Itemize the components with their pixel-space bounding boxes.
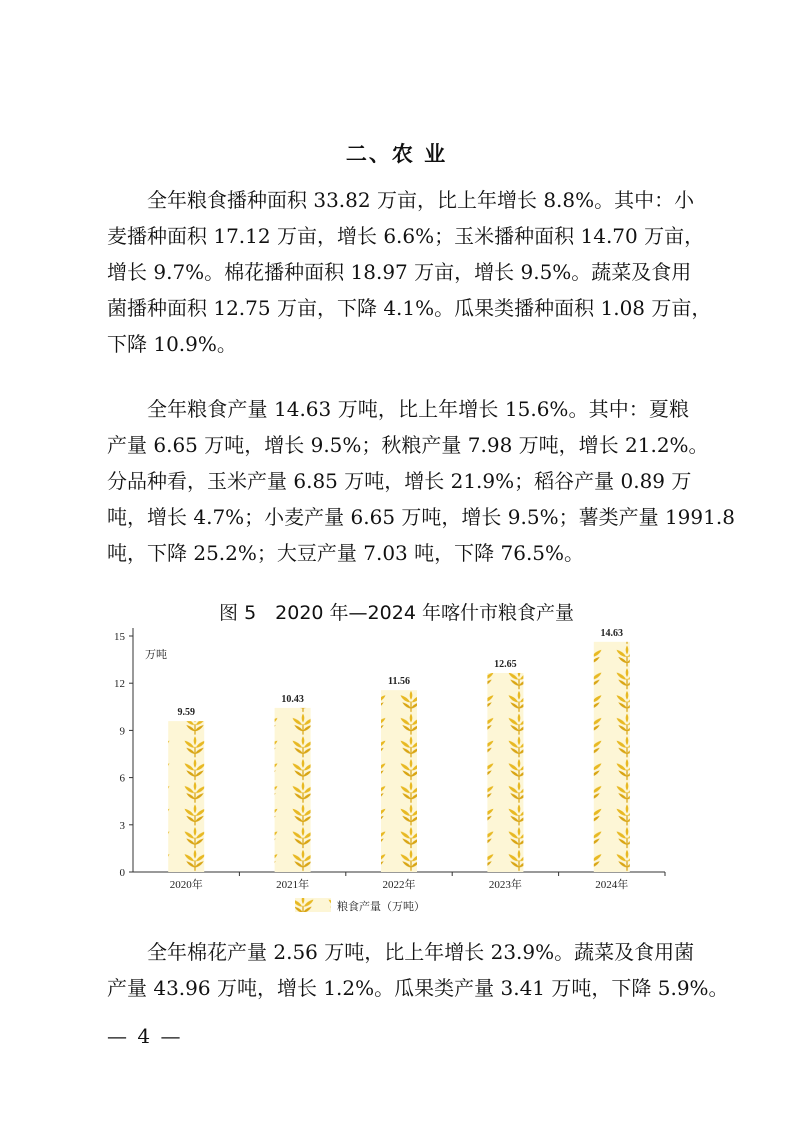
paragraph-line: 菌播种面积 12.75 万亩，下降 4.1%。瓜果类播种面积 1.08 万亩， — [107, 296, 712, 320]
paragraph-line: 产量 6.65 万吨，增长 9.5%；秋粮产量 7.98 万吨，增长 21.2%。 — [107, 433, 709, 457]
x-tick-label: 2022年 — [382, 879, 416, 891]
page-number: — 4 — — [107, 1024, 183, 1048]
y-tick-label: 15 — [114, 631, 125, 643]
paragraph-line: 全年粮食播种面积 33.82 万亩，比上年增长 8.8%。其中：小 — [147, 188, 695, 212]
data-label: 11.56 — [388, 676, 410, 688]
x-tick-label: 2024年 — [595, 879, 629, 891]
paragraph-line: 分品种看，玉米产量 6.85 万吨，增长 21.9%；稻谷产量 0.89 万 — [107, 469, 692, 493]
paragraph-line: 吨，下降 25.2%；大豆产量 7.03 吨，下降 76.5%。 — [107, 541, 585, 565]
paragraph-line: 麦播种面积 17.12 万亩，增长 6.6%；玉米播种面积 14.70 万亩， — [107, 224, 705, 248]
bar-2024年 — [594, 642, 630, 872]
x-tick-label: 2020年 — [169, 879, 203, 891]
data-label: 10.43 — [281, 693, 304, 705]
bar-2020年 — [168, 721, 204, 872]
paragraph-line: 增长 9.7%。棉花播种面积 18.97 万亩，增长 9.5%。蔬菜及食用 — [107, 260, 692, 284]
legend-swatch — [295, 898, 331, 912]
paragraph-line: 全年粮食产量 14.63 万吨，比上年增长 15.6%。其中：夏粮 — [147, 397, 689, 421]
x-tick-label: 2021年 — [276, 879, 310, 891]
x-tick-label: 2023年 — [488, 879, 522, 891]
data-label: 12.65 — [494, 658, 517, 670]
paragraph-line: 下降 10.9%。 — [107, 332, 237, 356]
section-heading: 二、农 业 — [345, 142, 448, 166]
bars — [168, 628, 665, 891]
y-tick-label: 0 — [119, 867, 125, 879]
paragraph-line: 吨，增长 4.7%；小麦产量 6.65 万吨，增长 9.5%；薯类产量 1991.8 — [107, 505, 735, 529]
data-label: 9.59 — [177, 707, 195, 719]
y-tick-label: 3 — [119, 819, 125, 832]
y-tick-label: 12 — [114, 678, 125, 691]
figure-title: 图 5 2020 年—2024 年喀什市粮食产量 — [219, 602, 574, 624]
paragraph-line: 产量 43.96 万吨，增长 1.2%。瓜果类产量 3.41 万吨，下降 5.9%。 — [107, 976, 729, 1000]
bar-2023年 — [487, 673, 523, 872]
y-tick-label: 6 — [119, 772, 125, 785]
data-label: 14.63 — [600, 627, 624, 639]
grain-production-chart — [105, 622, 670, 922]
paragraph-line: 全年棉花产量 2.56 万吨，比上年增长 23.9%。蔬菜及食用菌 — [147, 940, 695, 964]
bar-2021年 — [275, 708, 311, 872]
legend — [295, 898, 425, 913]
legend-label: 粮食产量（万吨） — [337, 901, 425, 913]
y-unit-label: 万吨 — [145, 649, 167, 661]
y-tick-label: 9 — [119, 725, 125, 738]
y-ticks — [114, 631, 133, 879]
bar-2022年 — [381, 690, 417, 872]
